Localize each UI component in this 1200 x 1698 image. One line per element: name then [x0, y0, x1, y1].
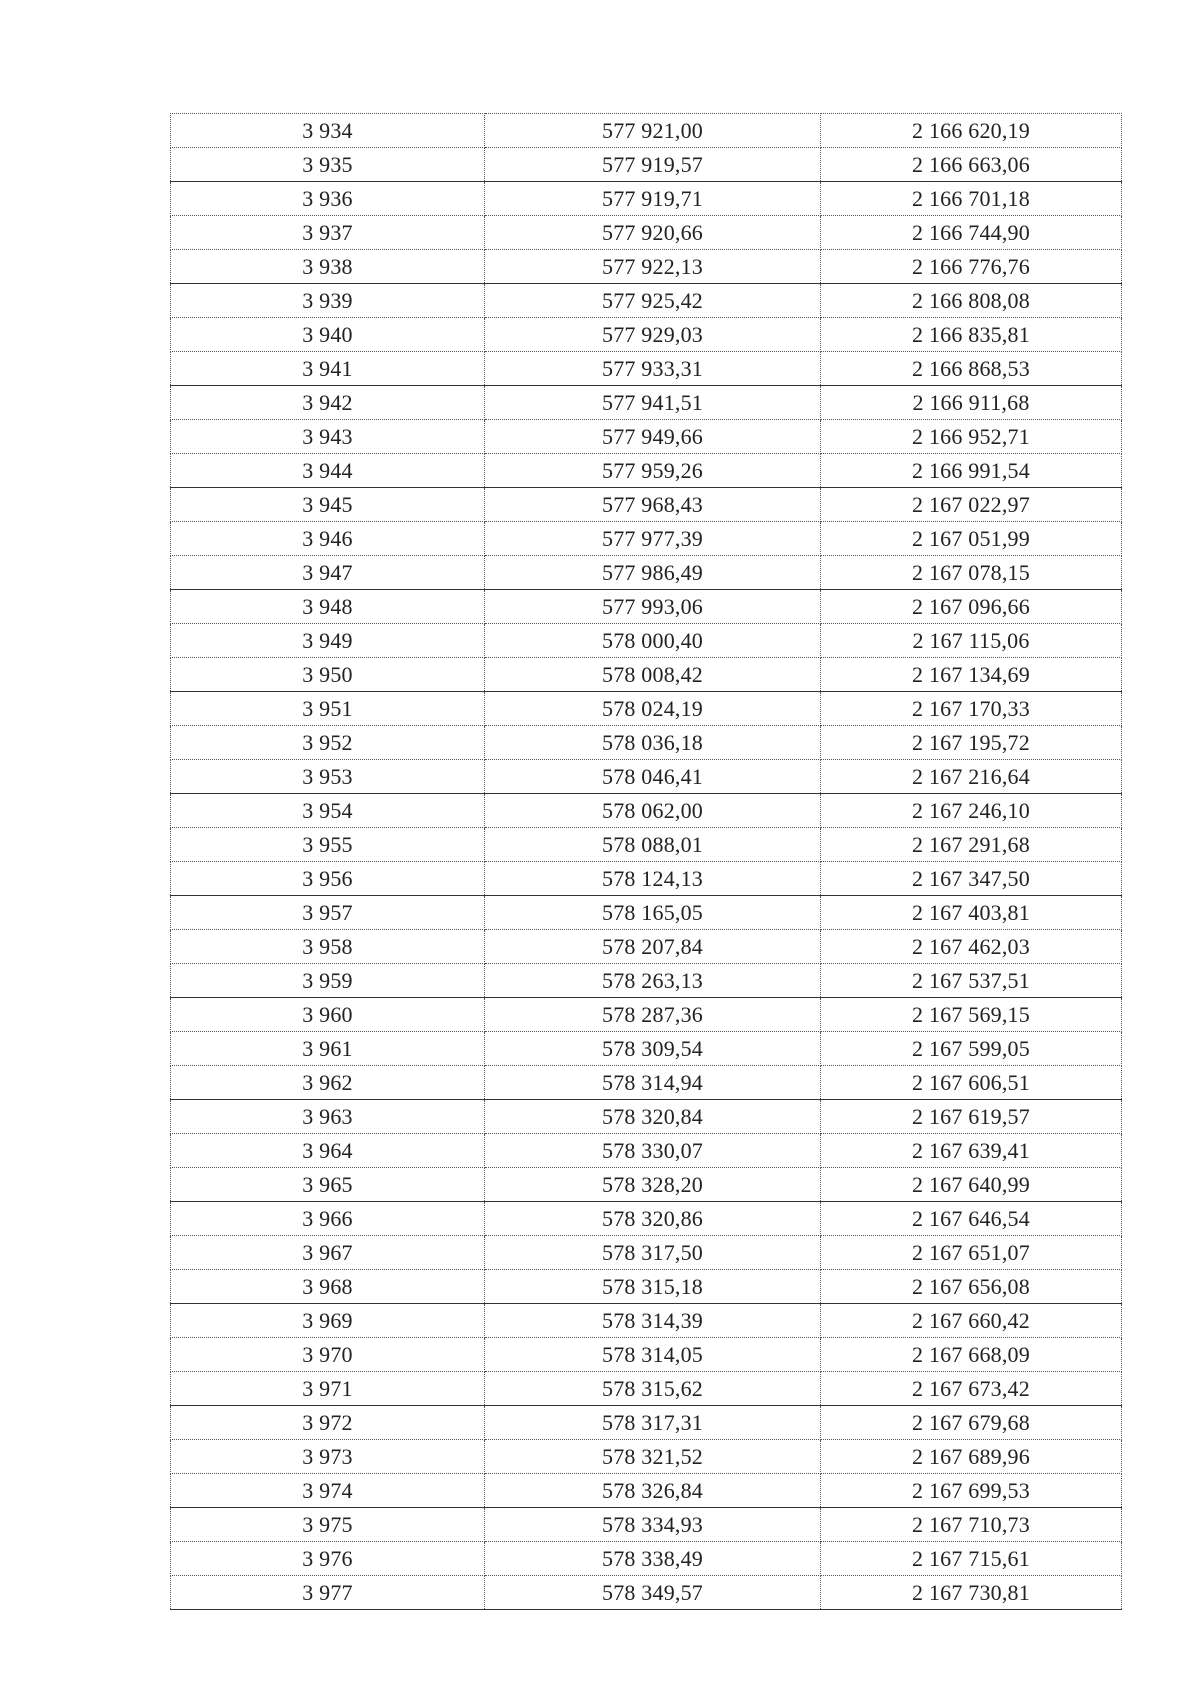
y-coordinate-cell: 2 167 537,51	[821, 964, 1122, 998]
point-number-cell: 3 948	[171, 590, 485, 624]
x-coordinate-cell: 577 949,66	[485, 420, 821, 454]
y-coordinate-cell: 2 167 403,81	[821, 896, 1122, 930]
x-coordinate-cell: 577 993,06	[485, 590, 821, 624]
x-coordinate-cell: 577 959,26	[485, 454, 821, 488]
table-row	[171, 1372, 1122, 1406]
y-coordinate-cell: 2 167 639,41	[821, 1134, 1122, 1168]
point-number-cell: 3 935	[171, 148, 485, 182]
x-coordinate-cell: 578 024,19	[485, 692, 821, 726]
table-row	[171, 726, 1122, 760]
point-number-cell: 3 941	[171, 352, 485, 386]
table-row	[171, 964, 1122, 998]
y-coordinate-cell: 2 167 291,68	[821, 828, 1122, 862]
table-row	[171, 420, 1122, 454]
y-coordinate-cell: 2 167 134,69	[821, 658, 1122, 692]
table-row	[171, 216, 1122, 250]
x-coordinate-cell: 577 941,51	[485, 386, 821, 420]
point-number-cell: 3 949	[171, 624, 485, 658]
y-coordinate-cell: 2 167 216,64	[821, 760, 1122, 794]
point-number-cell: 3 940	[171, 318, 485, 352]
y-coordinate-cell: 2 166 701,18	[821, 182, 1122, 216]
x-coordinate-cell: 578 317,31	[485, 1406, 821, 1440]
y-coordinate-cell: 2 167 710,73	[821, 1508, 1122, 1542]
point-number-cell: 3 938	[171, 250, 485, 284]
x-coordinate-cell: 577 922,13	[485, 250, 821, 284]
table-row	[171, 1270, 1122, 1304]
y-coordinate-cell: 2 167 640,99	[821, 1168, 1122, 1202]
x-coordinate-cell: 578 036,18	[485, 726, 821, 760]
table-row	[171, 1406, 1122, 1440]
point-number-cell: 3 975	[171, 1508, 485, 1542]
table-row	[171, 692, 1122, 726]
x-coordinate-cell: 578 309,54	[485, 1032, 821, 1066]
point-number-cell: 3 957	[171, 896, 485, 930]
x-coordinate-cell: 578 165,05	[485, 896, 821, 930]
x-coordinate-cell: 578 338,49	[485, 1542, 821, 1576]
table-row	[171, 1066, 1122, 1100]
x-coordinate-cell: 578 000,40	[485, 624, 821, 658]
table-row	[171, 250, 1122, 284]
point-number-cell: 3 942	[171, 386, 485, 420]
table-row	[171, 1440, 1122, 1474]
point-number-cell: 3 965	[171, 1168, 485, 1202]
x-coordinate-cell: 578 088,01	[485, 828, 821, 862]
y-coordinate-cell: 2 166 991,54	[821, 454, 1122, 488]
point-number-cell: 3 959	[171, 964, 485, 998]
y-coordinate-cell: 2 167 673,42	[821, 1372, 1122, 1406]
point-number-cell: 3 953	[171, 760, 485, 794]
table-row	[171, 1032, 1122, 1066]
x-coordinate-cell: 578 287,36	[485, 998, 821, 1032]
x-coordinate-cell: 578 349,57	[485, 1576, 821, 1610]
table-row	[171, 1338, 1122, 1372]
x-coordinate-cell: 578 207,84	[485, 930, 821, 964]
point-number-cell: 3 971	[171, 1372, 485, 1406]
y-coordinate-cell: 2 167 246,10	[821, 794, 1122, 828]
table-row	[171, 318, 1122, 352]
y-coordinate-cell: 2 166 663,06	[821, 148, 1122, 182]
y-coordinate-cell: 2 167 051,99	[821, 522, 1122, 556]
y-coordinate-cell: 2 166 868,53	[821, 352, 1122, 386]
table-row	[171, 148, 1122, 182]
point-number-cell: 3 934	[171, 114, 485, 148]
x-coordinate-cell: 578 046,41	[485, 760, 821, 794]
table-row	[171, 930, 1122, 964]
x-coordinate-cell: 578 314,05	[485, 1338, 821, 1372]
x-coordinate-cell: 578 320,86	[485, 1202, 821, 1236]
x-coordinate-cell: 578 317,50	[485, 1236, 821, 1270]
table-row	[171, 352, 1122, 386]
table-row	[171, 590, 1122, 624]
table-row	[171, 556, 1122, 590]
table-row	[171, 1236, 1122, 1270]
x-coordinate-cell: 577 977,39	[485, 522, 821, 556]
y-coordinate-cell: 2 167 347,50	[821, 862, 1122, 896]
point-number-cell: 3 937	[171, 216, 485, 250]
y-coordinate-cell: 2 167 656,08	[821, 1270, 1122, 1304]
point-number-cell: 3 946	[171, 522, 485, 556]
x-coordinate-cell: 577 920,66	[485, 216, 821, 250]
table-row	[171, 862, 1122, 896]
point-number-cell: 3 943	[171, 420, 485, 454]
x-coordinate-cell: 578 330,07	[485, 1134, 821, 1168]
table-row	[171, 1508, 1122, 1542]
x-coordinate-cell: 578 124,13	[485, 862, 821, 896]
y-coordinate-cell: 2 167 195,72	[821, 726, 1122, 760]
point-number-cell: 3 950	[171, 658, 485, 692]
y-coordinate-cell: 2 167 115,06	[821, 624, 1122, 658]
point-number-cell: 3 973	[171, 1440, 485, 1474]
y-coordinate-cell: 2 167 646,54	[821, 1202, 1122, 1236]
point-number-cell: 3 958	[171, 930, 485, 964]
point-number-cell: 3 951	[171, 692, 485, 726]
table-row	[171, 1100, 1122, 1134]
y-coordinate-cell: 2 167 096,66	[821, 590, 1122, 624]
table-row	[171, 114, 1122, 148]
x-coordinate-cell: 578 062,00	[485, 794, 821, 828]
point-number-cell: 3 956	[171, 862, 485, 896]
y-coordinate-cell: 2 167 606,51	[821, 1066, 1122, 1100]
point-number-cell: 3 954	[171, 794, 485, 828]
point-number-cell: 3 945	[171, 488, 485, 522]
y-coordinate-cell: 2 167 462,03	[821, 930, 1122, 964]
point-number-cell: 3 967	[171, 1236, 485, 1270]
y-coordinate-cell: 2 167 679,68	[821, 1406, 1122, 1440]
point-number-cell: 3 944	[171, 454, 485, 488]
point-number-cell: 3 966	[171, 1202, 485, 1236]
point-number-cell: 3 976	[171, 1542, 485, 1576]
coordinates-table-body	[171, 114, 1122, 1610]
y-coordinate-cell: 2 167 022,97	[821, 488, 1122, 522]
x-coordinate-cell: 577 921,00	[485, 114, 821, 148]
y-coordinate-cell: 2 167 170,33	[821, 692, 1122, 726]
y-coordinate-cell: 2 167 715,61	[821, 1542, 1122, 1576]
y-coordinate-cell: 2 167 651,07	[821, 1236, 1122, 1270]
table-row	[171, 828, 1122, 862]
table-row	[171, 1474, 1122, 1508]
table-row	[171, 1134, 1122, 1168]
table-row	[171, 658, 1122, 692]
x-coordinate-cell: 577 929,03	[485, 318, 821, 352]
x-coordinate-cell: 578 314,39	[485, 1304, 821, 1338]
x-coordinate-cell: 578 315,18	[485, 1270, 821, 1304]
y-coordinate-cell: 2 167 078,15	[821, 556, 1122, 590]
table-row	[171, 1304, 1122, 1338]
y-coordinate-cell: 2 167 668,09	[821, 1338, 1122, 1372]
y-coordinate-cell: 2 166 744,90	[821, 216, 1122, 250]
table-row	[171, 182, 1122, 216]
point-number-cell: 3 972	[171, 1406, 485, 1440]
coordinates-table	[170, 113, 1122, 1610]
x-coordinate-cell: 578 321,52	[485, 1440, 821, 1474]
table-row	[171, 998, 1122, 1032]
y-coordinate-cell: 2 166 911,68	[821, 386, 1122, 420]
table-row	[171, 1202, 1122, 1236]
table-row	[171, 1542, 1122, 1576]
table-row	[171, 1576, 1122, 1610]
table-row	[171, 386, 1122, 420]
y-coordinate-cell: 2 167 599,05	[821, 1032, 1122, 1066]
table-row	[171, 488, 1122, 522]
x-coordinate-cell: 578 326,84	[485, 1474, 821, 1508]
table-row	[171, 794, 1122, 828]
point-number-cell: 3 969	[171, 1304, 485, 1338]
y-coordinate-cell: 2 167 619,57	[821, 1100, 1122, 1134]
y-coordinate-cell: 2 167 689,96	[821, 1440, 1122, 1474]
table-row	[171, 454, 1122, 488]
point-number-cell: 3 952	[171, 726, 485, 760]
y-coordinate-cell: 2 167 730,81	[821, 1576, 1122, 1610]
y-coordinate-cell: 2 167 660,42	[821, 1304, 1122, 1338]
point-number-cell: 3 963	[171, 1100, 485, 1134]
point-number-cell: 3 974	[171, 1474, 485, 1508]
y-coordinate-cell: 2 166 835,81	[821, 318, 1122, 352]
point-number-cell: 3 961	[171, 1032, 485, 1066]
point-number-cell: 3 968	[171, 1270, 485, 1304]
point-number-cell: 3 977	[171, 1576, 485, 1610]
point-number-cell: 3 939	[171, 284, 485, 318]
y-coordinate-cell: 2 166 776,76	[821, 250, 1122, 284]
x-coordinate-cell: 577 986,49	[485, 556, 821, 590]
table-row	[171, 896, 1122, 930]
y-coordinate-cell: 2 166 808,08	[821, 284, 1122, 318]
x-coordinate-cell: 578 008,42	[485, 658, 821, 692]
point-number-cell: 3 960	[171, 998, 485, 1032]
y-coordinate-cell: 2 166 952,71	[821, 420, 1122, 454]
x-coordinate-cell: 578 334,93	[485, 1508, 821, 1542]
x-coordinate-cell: 577 919,71	[485, 182, 821, 216]
table-row	[171, 522, 1122, 556]
y-coordinate-cell: 2 167 699,53	[821, 1474, 1122, 1508]
table-row	[171, 624, 1122, 658]
table-row	[171, 284, 1122, 318]
point-number-cell: 3 947	[171, 556, 485, 590]
table-row	[171, 1168, 1122, 1202]
x-coordinate-cell: 577 919,57	[485, 148, 821, 182]
point-number-cell: 3 955	[171, 828, 485, 862]
x-coordinate-cell: 577 968,43	[485, 488, 821, 522]
x-coordinate-cell: 578 263,13	[485, 964, 821, 998]
point-number-cell: 3 964	[171, 1134, 485, 1168]
x-coordinate-cell: 577 933,31	[485, 352, 821, 386]
y-coordinate-cell: 2 166 620,19	[821, 114, 1122, 148]
y-coordinate-cell: 2 167 569,15	[821, 998, 1122, 1032]
point-number-cell: 3 962	[171, 1066, 485, 1100]
table-row	[171, 760, 1122, 794]
point-number-cell: 3 936	[171, 182, 485, 216]
x-coordinate-cell: 578 320,84	[485, 1100, 821, 1134]
x-coordinate-cell: 577 925,42	[485, 284, 821, 318]
point-number-cell: 3 970	[171, 1338, 485, 1372]
x-coordinate-cell: 578 328,20	[485, 1168, 821, 1202]
x-coordinate-cell: 578 314,94	[485, 1066, 821, 1100]
x-coordinate-cell: 578 315,62	[485, 1372, 821, 1406]
